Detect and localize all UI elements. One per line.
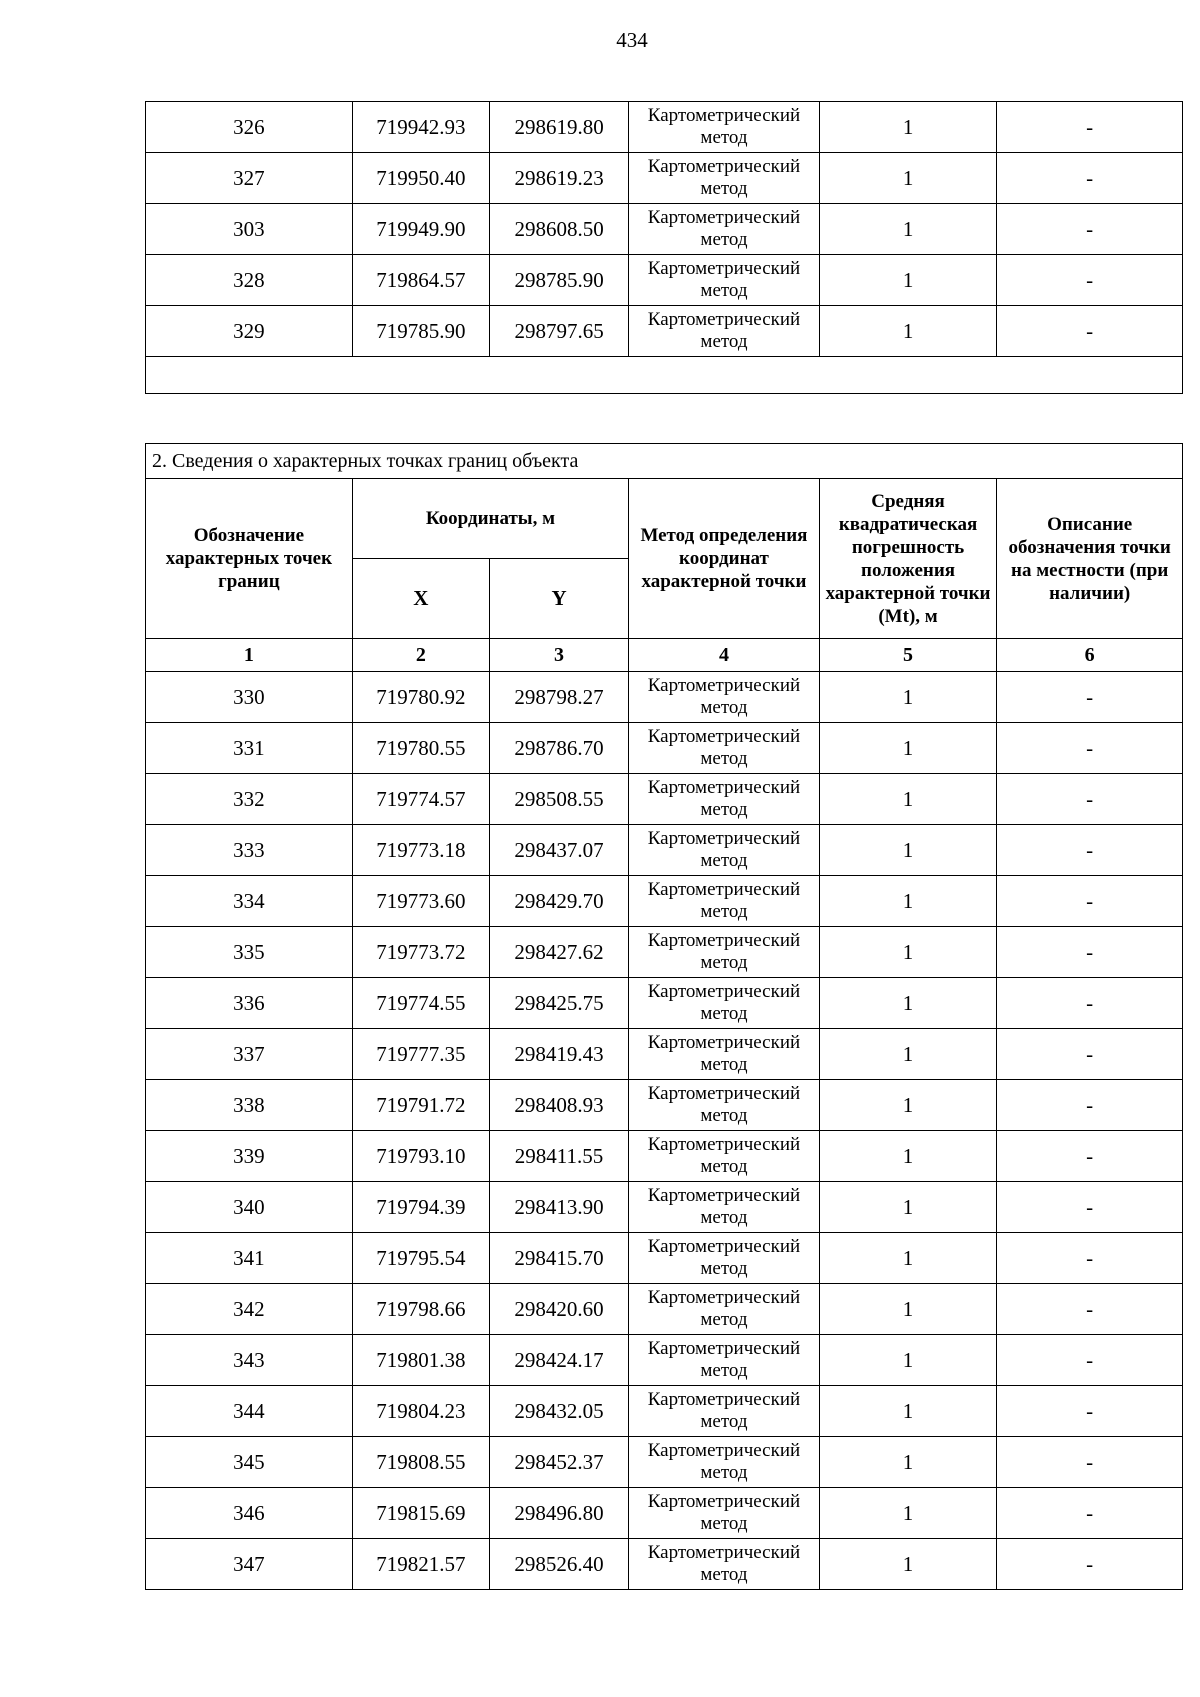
mt-cell: 1 (819, 1488, 997, 1539)
mt-cell: 1 (819, 927, 997, 978)
header-point: Обозначение характерных точек границ (146, 479, 353, 639)
y-coordinate-cell: 298408.93 (489, 1080, 628, 1131)
point-cell: 330 (146, 672, 353, 723)
x-coordinate-cell: 719808.55 (352, 1437, 489, 1488)
description-cell: - (997, 1080, 1183, 1131)
table-row (146, 978, 1183, 1029)
point-cell: 335 (146, 927, 353, 978)
description-cell: - (997, 1284, 1183, 1335)
mt-cell: 1 (819, 1437, 997, 1488)
table-row (146, 1335, 1183, 1386)
method-cell: Картометрический метод (629, 1284, 820, 1335)
point-cell: 332 (146, 774, 353, 825)
mt-cell: 1 (819, 774, 997, 825)
y-coordinate-cell: 298411.55 (489, 1131, 628, 1182)
point-cell: 342 (146, 1284, 353, 1335)
table-row (146, 204, 1183, 255)
table-row (146, 1029, 1183, 1080)
y-coordinate-cell: 298419.43 (489, 1029, 628, 1080)
table-row (146, 1386, 1183, 1437)
column-number: 2 (352, 639, 489, 672)
x-coordinate-cell: 719774.57 (352, 774, 489, 825)
y-coordinate-cell: 298508.55 (489, 774, 628, 825)
mt-cell: 1 (819, 1233, 997, 1284)
y-coordinate-cell: 298424.17 (489, 1335, 628, 1386)
x-coordinate-cell: 719949.90 (352, 204, 489, 255)
method-cell: Картометрический метод (629, 1437, 820, 1488)
point-cell: 343 (146, 1335, 353, 1386)
description-cell: - (997, 723, 1183, 774)
y-coordinate-cell: 298496.80 (489, 1488, 628, 1539)
x-coordinate-cell: 719791.72 (352, 1080, 489, 1131)
boundary-points-table (145, 443, 1183, 1590)
description-cell: - (997, 825, 1183, 876)
column-number: 1 (146, 639, 353, 672)
point-cell: 338 (146, 1080, 353, 1131)
mt-cell: 1 (819, 1029, 997, 1080)
column-number: 3 (489, 639, 628, 672)
point-cell: 346 (146, 1488, 353, 1539)
description-cell: - (997, 1335, 1183, 1386)
mt-cell: 1 (819, 876, 997, 927)
y-coordinate-cell: 298798.27 (489, 672, 628, 723)
method-cell: Картометрический метод (629, 825, 820, 876)
x-coordinate-cell: 719773.72 (352, 927, 489, 978)
description-cell: - (997, 1488, 1183, 1539)
method-cell: Картометрический метод (629, 1335, 820, 1386)
point-cell: 329 (146, 306, 353, 357)
description-cell: - (997, 306, 1183, 357)
x-coordinate-cell: 719773.18 (352, 825, 489, 876)
description-cell: - (997, 1437, 1183, 1488)
point-cell: 339 (146, 1131, 353, 1182)
point-cell: 331 (146, 723, 353, 774)
table-row (146, 774, 1183, 825)
table-row (146, 1233, 1183, 1284)
mt-cell: 1 (819, 204, 997, 255)
method-cell: Картометрический метод (629, 1488, 820, 1539)
mt-cell: 1 (819, 1284, 997, 1335)
table-row (146, 1488, 1183, 1539)
point-cell: 336 (146, 978, 353, 1029)
method-cell: Картометрический метод (629, 153, 820, 204)
description-cell: - (997, 153, 1183, 204)
description-cell: - (997, 102, 1183, 153)
column-number: 5 (819, 639, 997, 672)
point-cell: 326 (146, 102, 353, 153)
header-y: Y (489, 559, 628, 639)
method-cell: Картометрический метод (629, 978, 820, 1029)
y-coordinate-cell: 298797.65 (489, 306, 628, 357)
point-cell: 328 (146, 255, 353, 306)
y-coordinate-cell: 298425.75 (489, 978, 628, 1029)
description-cell: - (997, 204, 1183, 255)
description-cell: - (997, 1131, 1183, 1182)
x-coordinate-cell: 719950.40 (352, 153, 489, 204)
mt-cell: 1 (819, 723, 997, 774)
point-cell: 333 (146, 825, 353, 876)
method-cell: Картометрический метод (629, 1233, 820, 1284)
table-row (146, 927, 1183, 978)
method-cell: Картометрический метод (629, 876, 820, 927)
mt-cell: 1 (819, 255, 997, 306)
y-coordinate-cell: 298785.90 (489, 255, 628, 306)
empty-row (146, 357, 1183, 394)
header-description: Описание обозначения точки на местности (при наличии) (997, 479, 1183, 639)
mt-cell: 1 (819, 102, 997, 153)
method-cell: Картометрический метод (629, 204, 820, 255)
table-row (146, 1284, 1183, 1335)
column-number: 6 (997, 639, 1183, 672)
x-coordinate-cell: 719777.35 (352, 1029, 489, 1080)
mt-cell: 1 (819, 1080, 997, 1131)
mt-cell: 1 (819, 978, 997, 1029)
x-coordinate-cell: 719795.54 (352, 1233, 489, 1284)
table-row (146, 1437, 1183, 1488)
description-cell: - (997, 1386, 1183, 1437)
point-cell: 344 (146, 1386, 353, 1437)
header-x: X (352, 559, 489, 639)
mt-cell: 1 (819, 153, 997, 204)
x-coordinate-cell: 719793.10 (352, 1131, 489, 1182)
mt-cell: 1 (819, 306, 997, 357)
x-coordinate-cell: 719785.90 (352, 306, 489, 357)
mt-cell: 1 (819, 672, 997, 723)
y-coordinate-cell: 298415.70 (489, 1233, 628, 1284)
empty-cell (146, 357, 1183, 394)
method-cell: Картометрический метод (629, 774, 820, 825)
y-coordinate-cell: 298608.50 (489, 204, 628, 255)
table-row (146, 1080, 1183, 1131)
mt-cell: 1 (819, 1539, 997, 1590)
y-coordinate-cell: 298619.23 (489, 153, 628, 204)
column-number: 4 (629, 639, 820, 672)
description-cell: - (997, 927, 1183, 978)
method-cell: Картометрический метод (629, 306, 820, 357)
point-cell: 347 (146, 1539, 353, 1590)
x-coordinate-cell: 719798.66 (352, 1284, 489, 1335)
y-coordinate-cell: 298429.70 (489, 876, 628, 927)
table-row (146, 1131, 1183, 1182)
x-coordinate-cell: 719815.69 (352, 1488, 489, 1539)
y-coordinate-cell: 298413.90 (489, 1182, 628, 1233)
x-coordinate-cell: 719780.92 (352, 672, 489, 723)
description-cell: - (997, 1029, 1183, 1080)
mt-cell: 1 (819, 1131, 997, 1182)
x-coordinate-cell: 719794.39 (352, 1182, 489, 1233)
table-row (146, 876, 1183, 927)
point-cell: 340 (146, 1182, 353, 1233)
boundary-points-table-body (146, 672, 1183, 1590)
method-cell: Картометрический метод (629, 927, 820, 978)
x-coordinate-cell: 719801.38 (352, 1335, 489, 1386)
y-coordinate-cell: 298437.07 (489, 825, 628, 876)
x-coordinate-cell: 719821.57 (352, 1539, 489, 1590)
table-row (146, 825, 1183, 876)
y-coordinate-cell: 298526.40 (489, 1539, 628, 1590)
method-cell: Картометрический метод (629, 1539, 820, 1590)
table-row (146, 153, 1183, 204)
point-cell: 303 (146, 204, 353, 255)
point-cell: 341 (146, 1233, 353, 1284)
table-row (146, 255, 1183, 306)
method-cell: Картометрический метод (629, 102, 820, 153)
table-row (146, 672, 1183, 723)
x-coordinate-cell: 719774.55 (352, 978, 489, 1029)
x-coordinate-cell: 719864.57 (352, 255, 489, 306)
description-cell: - (997, 1233, 1183, 1284)
method-cell: Картометрический метод (629, 1182, 820, 1233)
point-cell: 334 (146, 876, 353, 927)
method-cell: Картометрический метод (629, 723, 820, 774)
x-coordinate-cell: 719804.23 (352, 1386, 489, 1437)
table-caption: 2. Сведения о характерных точках границ объекта (146, 444, 1183, 479)
method-cell: Картометрический метод (629, 1131, 820, 1182)
mt-cell: 1 (819, 1386, 997, 1437)
description-cell: - (997, 1539, 1183, 1590)
point-cell: 337 (146, 1029, 353, 1080)
header-coordinates: Координаты, м (352, 479, 628, 559)
table-row (146, 1539, 1183, 1590)
method-cell: Картометрический метод (629, 1029, 820, 1080)
x-coordinate-cell: 719780.55 (352, 723, 489, 774)
y-coordinate-cell: 298432.05 (489, 1386, 628, 1437)
points-table-continued-body (146, 102, 1183, 394)
description-cell: - (997, 876, 1183, 927)
points-table-continued (145, 101, 1183, 394)
x-coordinate-cell: 719942.93 (352, 102, 489, 153)
point-cell: 345 (146, 1437, 353, 1488)
table-row (146, 723, 1183, 774)
y-coordinate-cell: 298427.62 (489, 927, 628, 978)
x-coordinate-cell: 719773.60 (352, 876, 489, 927)
method-cell: Картометрический метод (629, 255, 820, 306)
table-row (146, 1182, 1183, 1233)
y-coordinate-cell: 298452.37 (489, 1437, 628, 1488)
method-cell: Картометрический метод (629, 672, 820, 723)
y-coordinate-cell: 298619.80 (489, 102, 628, 153)
description-cell: - (997, 672, 1183, 723)
header-mt: Средняя квадратическая погрешность положения характерной точки (Mt), м (819, 479, 997, 639)
method-cell: Картометрический метод (629, 1386, 820, 1437)
description-cell: - (997, 255, 1183, 306)
y-coordinate-cell: 298786.70 (489, 723, 628, 774)
page-number: 434 (616, 28, 648, 52)
point-cell: 327 (146, 153, 353, 204)
mt-cell: 1 (819, 825, 997, 876)
method-cell: Картометрический метод (629, 1080, 820, 1131)
header-method: Метод определения координат характерной точки (629, 479, 820, 639)
table-row (146, 306, 1183, 357)
y-coordinate-cell: 298420.60 (489, 1284, 628, 1335)
mt-cell: 1 (819, 1335, 997, 1386)
mt-cell: 1 (819, 1182, 997, 1233)
table-row (146, 102, 1183, 153)
description-cell: - (997, 978, 1183, 1029)
description-cell: - (997, 1182, 1183, 1233)
description-cell: - (997, 774, 1183, 825)
